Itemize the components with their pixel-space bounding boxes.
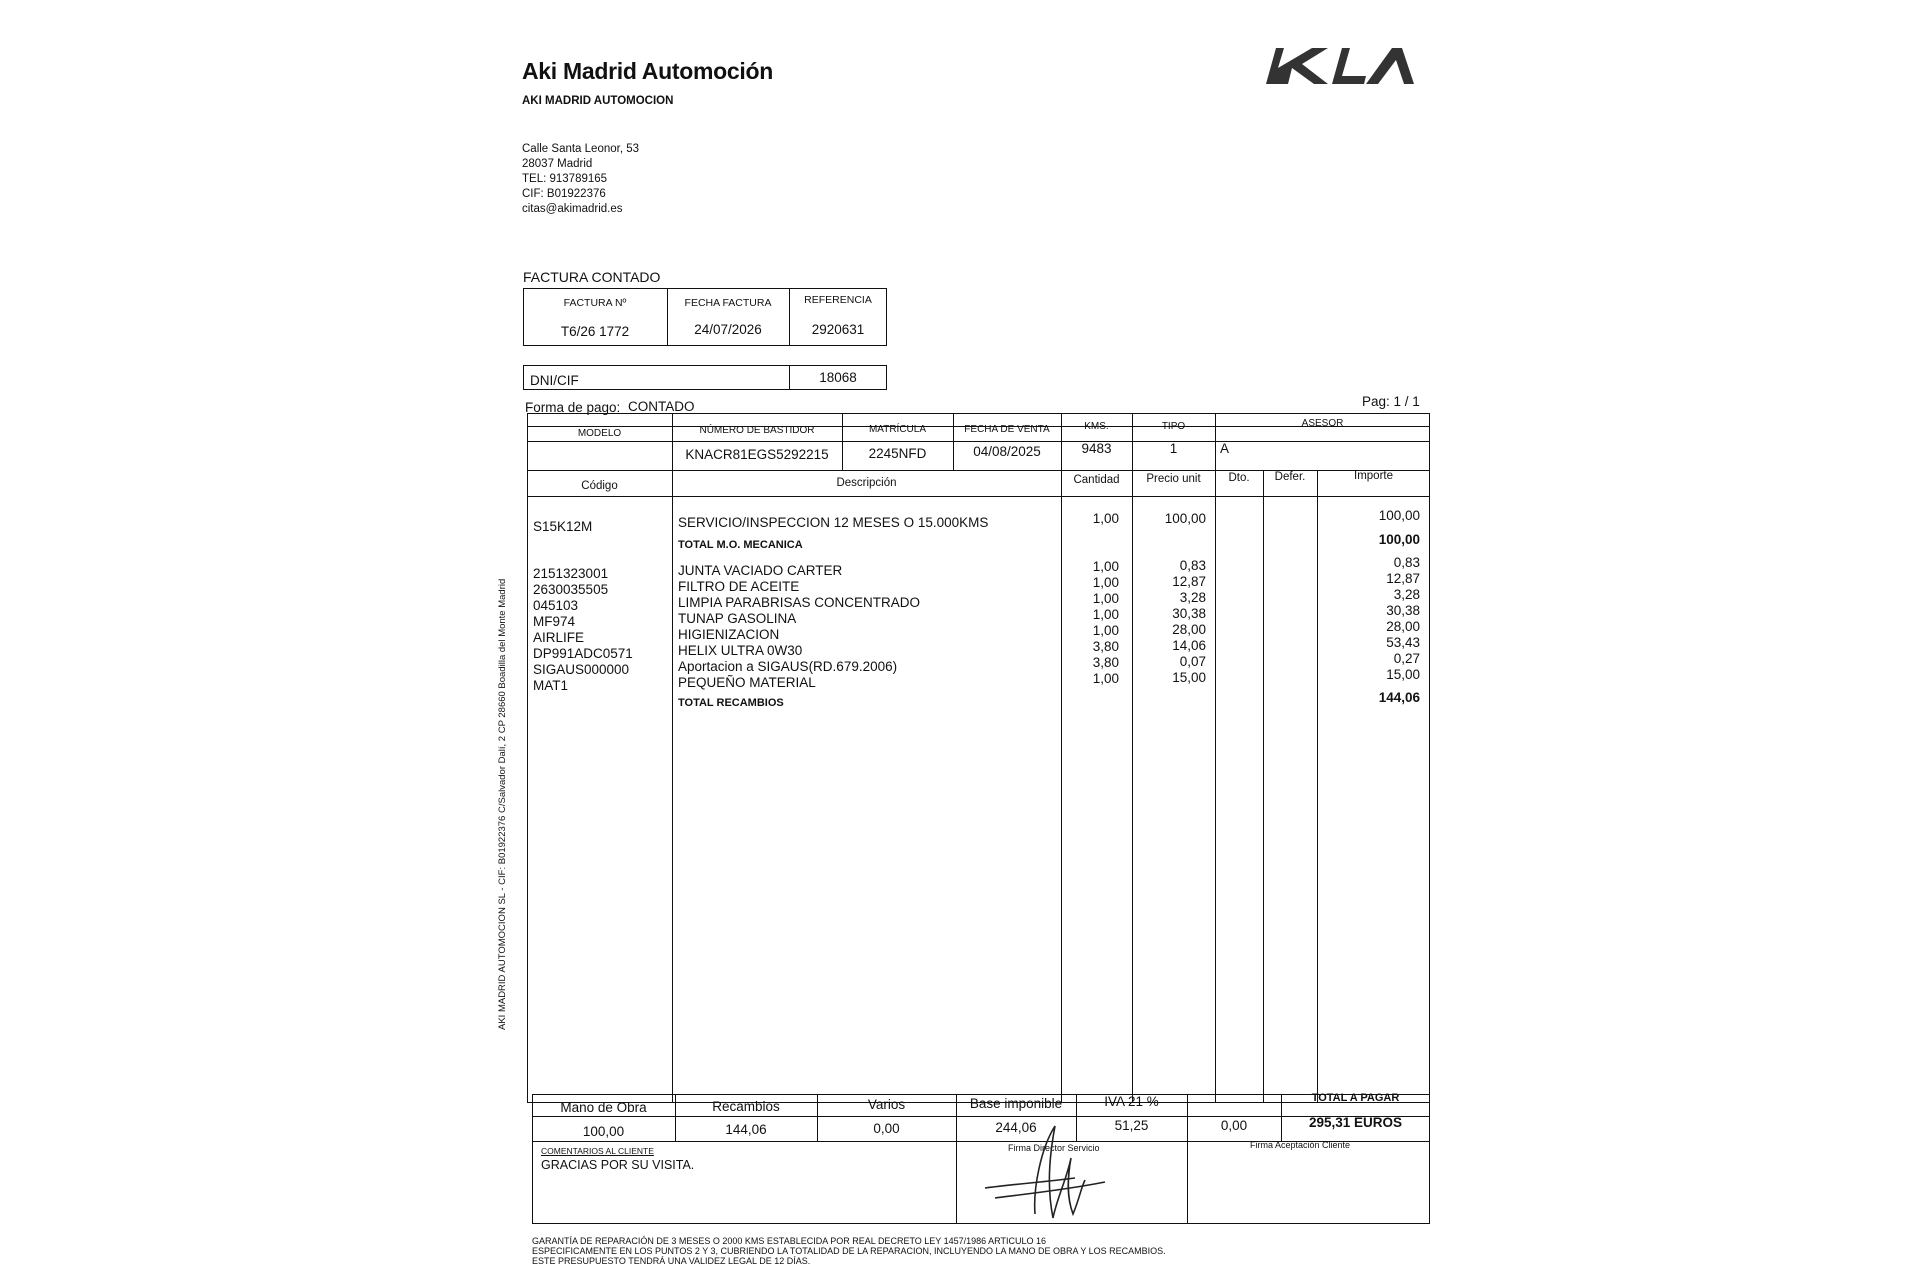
address-line: TEL: 913789165: [522, 173, 608, 185]
asesor-header: ASESOR: [1301, 418, 1344, 429]
part-description: HELIX ULTRA 0W30: [678, 643, 803, 658]
total-pagar-header: TOTAL A PAGAR: [1311, 1092, 1400, 1104]
labor-amount: 100,00: [1378, 508, 1420, 523]
part-amount: 0,27: [1393, 651, 1420, 666]
col-precio-header: Precio unit: [1146, 473, 1201, 485]
labor-code: S15K12M: [533, 519, 593, 534]
part-qty: 3,80: [1092, 655, 1119, 670]
invoice-date: 24/07/2026: [694, 322, 762, 337]
part-description: FILTRO DE ACEITE: [678, 579, 800, 594]
parts-qty: [1061, 559, 1119, 687]
bastidor-header: NÚMERO DE BASTIDOR: [699, 425, 815, 436]
address-line: Calle Santa Leonor, 53: [522, 143, 640, 155]
part-code: 2151323001: [533, 566, 609, 581]
parts-codes: [533, 566, 633, 694]
labor-description: SERVICIO/INSPECCION 12 MESES O 15.000KMS: [678, 515, 989, 530]
base-header: Base imponible: [969, 1096, 1063, 1111]
part-qty: 1,00: [1092, 591, 1119, 606]
company-name: Aki Madrid Automoción: [522, 58, 773, 84]
address-line: 28037 Madrid: [522, 158, 593, 170]
mano-obra-header: Mano de Obra: [560, 1100, 647, 1115]
part-code: DP991ADC0571: [533, 646, 633, 661]
iva-value: 51,25: [1114, 1118, 1149, 1133]
asesor-value: A: [1220, 441, 1230, 456]
legal-line: ESTE PRESUPUESTO TENDRÁ UNA VALIDEZ LEGAL DE 12 DÍAS.: [532, 1256, 811, 1266]
part-description: Aportacion a SIGAUS(RD.679.2006): [678, 659, 898, 674]
recambios-value: 144,06: [725, 1122, 767, 1137]
col-defer-header: Defer.: [1274, 471, 1306, 483]
total-pagar-value: 295,31 EUROS: [1308, 1115, 1403, 1130]
invoice-reference-header: REFERENCIA: [804, 294, 872, 306]
signature-icon: [975, 1118, 1125, 1228]
recambios-header: Recambios: [712, 1099, 780, 1114]
extra-value: 0,00: [1220, 1118, 1248, 1133]
labor-total: 100,00: [1378, 532, 1420, 547]
part-amount: 15,00: [1386, 667, 1420, 682]
matricula-header: MATRÍCULA: [868, 424, 927, 435]
fecha-venta-value: 04/08/2025: [973, 444, 1041, 459]
payment-label: Forma de pago:: [525, 400, 621, 415]
part-qty: 1,00: [1092, 559, 1119, 574]
bastidor-value: KNACR81EGS5292215: [685, 447, 829, 462]
parts-descriptions: [678, 563, 920, 691]
part-price: 28,00: [1172, 622, 1206, 637]
labor-total-label: TOTAL M.O. MECANICA: [678, 539, 803, 551]
sign-client-label: Firma Aceptación Cliente: [1250, 1140, 1351, 1150]
labor-price: 100,00: [1164, 511, 1206, 526]
parts-price: [1132, 558, 1206, 686]
varios-value: 0,00: [873, 1121, 900, 1136]
company-address: [522, 142, 639, 217]
part-code: MAT1: [533, 678, 569, 693]
dni-label: DNI/CIF: [530, 373, 579, 388]
part-code: AIRLIFE: [533, 630, 585, 645]
varios-header: Varios: [867, 1097, 906, 1112]
part-price: 14,06: [1172, 638, 1206, 653]
sign-service-label: Firma Director Servicio: [1008, 1143, 1100, 1153]
matricula-value: 2245NFD: [868, 446, 927, 461]
part-qty: 1,00: [1092, 623, 1119, 638]
kms-header: KMS.: [1084, 421, 1109, 432]
part-price: 0,07: [1179, 654, 1206, 669]
legal-text: [532, 1236, 1166, 1266]
parts-amount: [1317, 555, 1420, 683]
side-company-text: AKI MADRID AUTOMOCION SL - CIF: B01922376 C/Salvador Dalí, 2 CP 28660 Boadilla del Monte Madrid: [497, 578, 508, 1030]
part-price: 3,28: [1179, 590, 1206, 605]
part-code: MF974: [533, 614, 576, 629]
part-qty: 3,80: [1092, 639, 1119, 654]
part-amount: 3,28: [1393, 587, 1420, 602]
part-description: HIGIENIZACION: [678, 627, 780, 642]
address-line: CIF: B01922376: [522, 188, 606, 200]
page-number: Pag: 1 / 1: [1362, 394, 1420, 409]
part-amount: 0,83: [1393, 555, 1420, 570]
part-code: 045103: [533, 598, 579, 613]
kms-value: 9483: [1081, 441, 1112, 456]
part-description: LIMPIA PARABRISAS CONCENTRADO: [678, 595, 921, 610]
part-qty: 1,00: [1092, 575, 1119, 590]
part-amount: 28,00: [1386, 619, 1420, 634]
invoice-reference: 2920631: [811, 322, 865, 337]
part-amount: 12,87: [1386, 571, 1420, 586]
dni-value: 18068: [819, 370, 857, 385]
address-line: citas@akimadrid.es: [522, 203, 623, 215]
part-description: JUNTA VACIADO CARTER: [678, 563, 843, 578]
part-amount: 30,38: [1386, 603, 1420, 618]
invoice-type: FACTURA CONTADO: [523, 269, 661, 285]
iva-header: IVA 21 %: [1104, 1094, 1159, 1109]
payment-value: CONTADO: [628, 399, 695, 414]
invoice-number-header: FACTURA Nº: [563, 297, 627, 309]
tipo-header: TIPO: [1161, 421, 1186, 432]
part-price: 15,00: [1172, 670, 1206, 685]
col-dto-header: Dto.: [1228, 472, 1250, 484]
comments-label: COMENTARIOS AL CLIENTE: [541, 1146, 654, 1156]
part-description: PEQUEÑO MATERIAL: [678, 675, 816, 690]
part-description: TUNAP GASOLINA: [678, 611, 797, 626]
col-cantidad-header: Cantidad: [1073, 474, 1120, 486]
signature: [975, 1118, 1125, 1228]
company-legal-name: AKI MADRID AUTOMOCION: [522, 95, 674, 107]
part-code: 2630035505: [533, 582, 609, 597]
legal-line: GARANTÍA DE REPARACIÓN DE 3 MESES O 2000 KMS ESTABLECIDA POR REAL DECRETO LEY 1457/1986 ARTICULO 16: [532, 1236, 1047, 1246]
legal-line: ESPECIFICAMENTE EN LOS PUNTOS 2 Y 3, CUBRIENDO LA TOTALIDAD DE LA REPARACION, INCLUYENDO LA MANO DE OBRA Y LOS RECAMBIOS.: [532, 1246, 1166, 1256]
part-price: 12,87: [1172, 574, 1206, 589]
invoice-date-header: FECHA FACTURA: [684, 297, 772, 309]
part-qty: 1,00: [1092, 671, 1119, 686]
comments-text: GRACIAS POR SU VISITA.: [541, 1158, 695, 1172]
modelo-header: MODELO: [577, 428, 622, 439]
labor-qty: 1,00: [1092, 511, 1119, 526]
col-importe-header: Importe: [1354, 470, 1393, 482]
part-qty: 1,00: [1092, 607, 1119, 622]
part-amount: 53,43: [1386, 635, 1420, 650]
parts-total: 144,06: [1378, 690, 1420, 705]
base-value: 244,06: [995, 1120, 1037, 1135]
kia-logo: [1262, 44, 1422, 88]
tipo-value: 1: [1169, 441, 1178, 456]
part-price: 0,83: [1179, 558, 1206, 573]
col-codigo-header: Código: [581, 480, 618, 492]
col-descripcion-header: Descripción: [836, 477, 897, 489]
invoice-number: T6/26 1772: [560, 324, 630, 339]
parts-total-label: TOTAL RECAMBIOS: [678, 697, 784, 709]
part-code: SIGAUS000000: [533, 662, 630, 677]
kia-logo-icon: [1262, 44, 1422, 88]
part-price: 30,38: [1172, 606, 1206, 621]
fecha-venta-header: FECHA DE VENTA: [964, 424, 1050, 435]
mano-obra-value: 100,00: [582, 1124, 625, 1139]
